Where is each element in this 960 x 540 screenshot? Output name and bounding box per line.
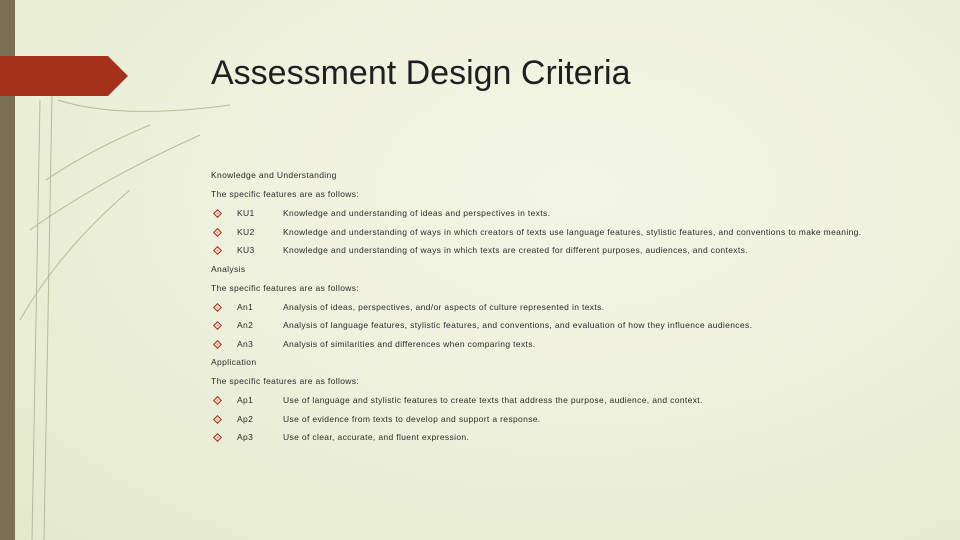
criterion-code: KU1	[237, 208, 255, 218]
list-item	[211, 208, 941, 227]
diamond-bullet-icon	[213, 303, 222, 312]
slide-title: Assessment Design Criteria	[211, 54, 631, 92]
diamond-bullet-icon	[213, 340, 222, 349]
diamond-bullet-icon	[213, 415, 222, 424]
section-analysis	[211, 264, 941, 358]
list-item	[211, 432, 941, 451]
criterion-code: Ap3	[237, 432, 254, 442]
criterion-description: Analysis of ideas, perspectives, and/or aspects of culture represented in texts.	[283, 301, 605, 312]
list-item	[211, 227, 941, 246]
title-accent-tab	[0, 56, 128, 96]
criterion-code: An2	[237, 320, 254, 330]
section-heading: Analysis	[211, 263, 246, 274]
diamond-bullet-icon	[213, 396, 222, 405]
criterion-description: Knowledge and understanding of ways in which texts are created for different purposes, audiences, and contexts.	[283, 245, 748, 255]
list-item	[211, 395, 941, 414]
section-application	[211, 357, 941, 451]
section-heading: Application	[211, 357, 257, 367]
section-heading: Knowledge and Understanding	[211, 170, 337, 180]
diamond-bullet-icon	[213, 433, 222, 442]
criterion-code: KU2	[237, 226, 255, 237]
list-item	[211, 414, 941, 433]
criterion-code: Ap1	[237, 395, 254, 405]
criterion-description: Use of clear, accurate, and fluent expression.	[283, 432, 470, 442]
criterion-code: An1	[237, 301, 254, 312]
criteria-content	[211, 170, 941, 451]
criterion-code: An3	[237, 338, 254, 349]
criterion-description: Use of language and stylistic features to create texts that address the purpose, audience, and context.	[283, 395, 703, 405]
list-item	[211, 245, 941, 264]
criterion-description: Analysis of language features, stylistic features, and conventions, and evaluation of how they influence audiences.	[283, 320, 753, 330]
list-item	[211, 302, 941, 321]
criterion-description: Knowledge and understanding of ways in which creators of texts use language features, stylistic features, and conventions to make meaning.	[283, 226, 862, 237]
section-intro: The specific features are as follows:	[211, 282, 360, 293]
diamond-bullet-icon	[213, 228, 222, 237]
criterion-code: KU3	[237, 245, 255, 255]
criterion-code: Ap2	[237, 413, 254, 424]
section-intro: The specific features are as follows:	[211, 189, 360, 199]
list-item	[211, 320, 941, 339]
section-intro: The specific features are as follows:	[211, 376, 360, 386]
criterion-description: Analysis of similarities and differences when comparing texts.	[283, 338, 536, 349]
criterion-description: Knowledge and understanding of ideas and perspectives in texts.	[283, 208, 551, 218]
diamond-bullet-icon	[213, 321, 222, 330]
diamond-bullet-icon	[213, 246, 222, 255]
section-knowledge-understanding	[211, 170, 941, 264]
diamond-bullet-icon	[213, 209, 222, 218]
list-item	[211, 339, 941, 358]
criterion-description: Use of evidence from texts to develop and support a response.	[283, 413, 541, 424]
